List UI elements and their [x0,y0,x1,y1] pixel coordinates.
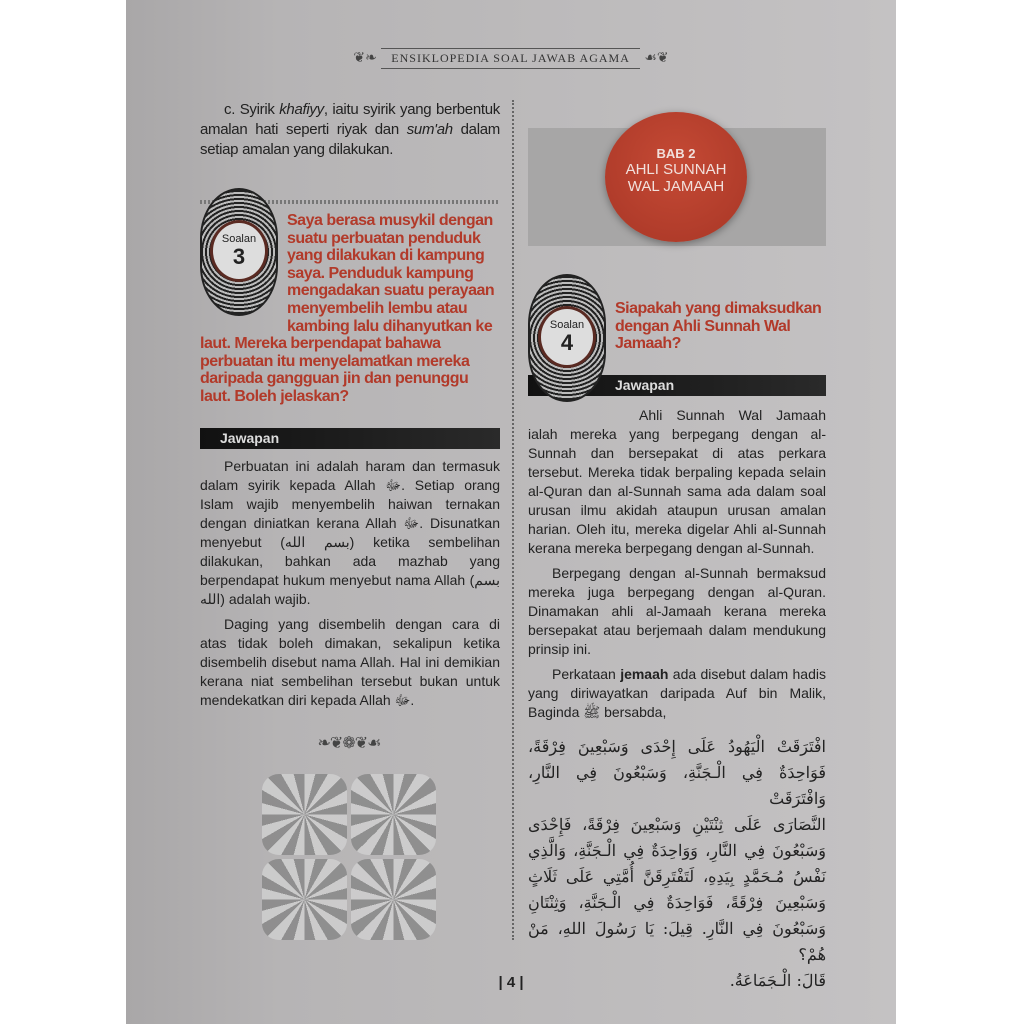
right-column [528,274,826,994]
answer-heading: Jawapan [200,428,500,449]
hadith-arabic: افْتَرَقَتْ الْيَهُودُ عَلَى إِحْدَى وَسَبْعِينَ فِرْقَةً، فَوَاحِدَةٌ فِي الْـجَنَّةِ، وَسَبْعُونَ فِي النَّارِ، وَافْتَرَقَتْ النَّصَارَى عَلَى ثِنْتَيْنِ وَسَبْعِينَ فِرْقَةً، فَإِحْدَى وَسَبْعُونَ فِي النَّارِ، وَوَاحِدَةٌ فِي الْـجَنَّةِ، وَالَّذِي نَفْسُ مُـحَمَّدٍ بِيَدِهِ، لَتَفْتَرِقَنَّ أُمَّتِي عَلَى ثَلَاثٍ وَسَبْعِينَ فِرْقَةً، فَوَاحِدَةٌ فِي الْـجَنَّةِ، وَثِنْتَانِ وَسَبْعُونَ فِي النَّارِ. قِيلَ: يَا رَسُولَ اللهِ، مَنْ هُمْ؟ قَالَ: الْـجَمَاعَةُ. [528,736,826,990]
ornament-right-icon: ☙❦ [644,49,669,66]
left-column [200,100,500,940]
answer-heading: Jawapan [528,375,826,396]
page-number: | 4 | [498,974,524,991]
chapter-badge: BAB 2 AHLI SUNNAH WAL JAMAAH [605,112,747,242]
question-4-medallion: Soalan 4 [528,274,606,402]
book-page [126,0,896,1024]
ornament-left-icon: ❦❧ [353,49,377,66]
question-3-medallion: Soalan 3 [200,188,278,316]
answer-paragraph: Perbuatan ini adalah haram dan termasuk dalam syirik kepada Allah ﷻ. Setiap orang Islam wajib menyembelih haiwan ternakan dengan diniatkan kerana Allah ﷻ. Disunatkan menyebut (بسم الله) ketika sembelihan dilakukan, bahkan ada mazhab yang berpendapat hukum menyebut nama Allah (بسم الله) adalah wajib. [200,457,500,607]
section-ornament-icon: ❧❦❁❦☙ [317,734,381,752]
question-3-text: Saya berasa musykil dengan suatu perbuatan penduduk yang dilakukan di kampung saya. Penduduk kampung mengadakan suatu perayaan menyembelih lembu atau kambing lalu dihanyutkan ke laut. Mereka berpendapat bahawa perbuatan itu menyelamatkan mereka daripada gangguan jin dan penunggu laut. Boleh jelaskan? [200,212,495,405]
answer-paragraph: Berpegang dengan al-Sunnah bermaksud mereka juga berpegang dengan al-Quran. Dinamakan ahli al-Jamaah kerana mereka bersepakat atau berjemaah dalam mendukung prinsip ini. [528,564,826,657]
running-header [126,48,896,69]
intro-paragraph: c. Syirik khafiyy, iaitu syirik yang berbentuk amalan hati seperti riyak dan sum'ah dalam setiap amalan yang dilakukan. [200,101,501,158]
answer-paragraph: Ahli Sunnah Wal Jamaah ialah mereka yang berpegang dengan al-Sunnah dan bersepakat di atas perkara tersebut. Mereka tidak berpaling kepada selain al-Quran dan al-Sunnah sama ada dalam soal urusan ilmu akidah ataupun urusan amalan harian. Oleh itu, mereka digelar Ahli al-Sunnah kerana mereka berpegang dengan al-Sunnah. [528,406,826,556]
decorative-pattern [262,774,436,940]
answer-paragraph: Daging yang disembelih dengan cara di atas tidak boleh dimakan, sekalipun ketika disembelih disebut nama Allah. Hal ini demikian kerana niat sembelihan tersebut bukan untuk mendekatkan diri kepada Allah ﷻ. [200,615,500,708]
question-4-text: Siapakah yang dimaksudkan dengan Ahli Sunnah Wal Jamaah? [615,300,822,353]
answer-paragraph: Perkataan jemaah ada disebut dalam hadis yang diriwayatkan daripada Auf bin Malik, Baginda ﷺ bersabda, [528,665,826,720]
column-divider [512,100,514,940]
book-title: ENSIKLOPEDIA SOAL JAWAB AGAMA [381,48,640,69]
